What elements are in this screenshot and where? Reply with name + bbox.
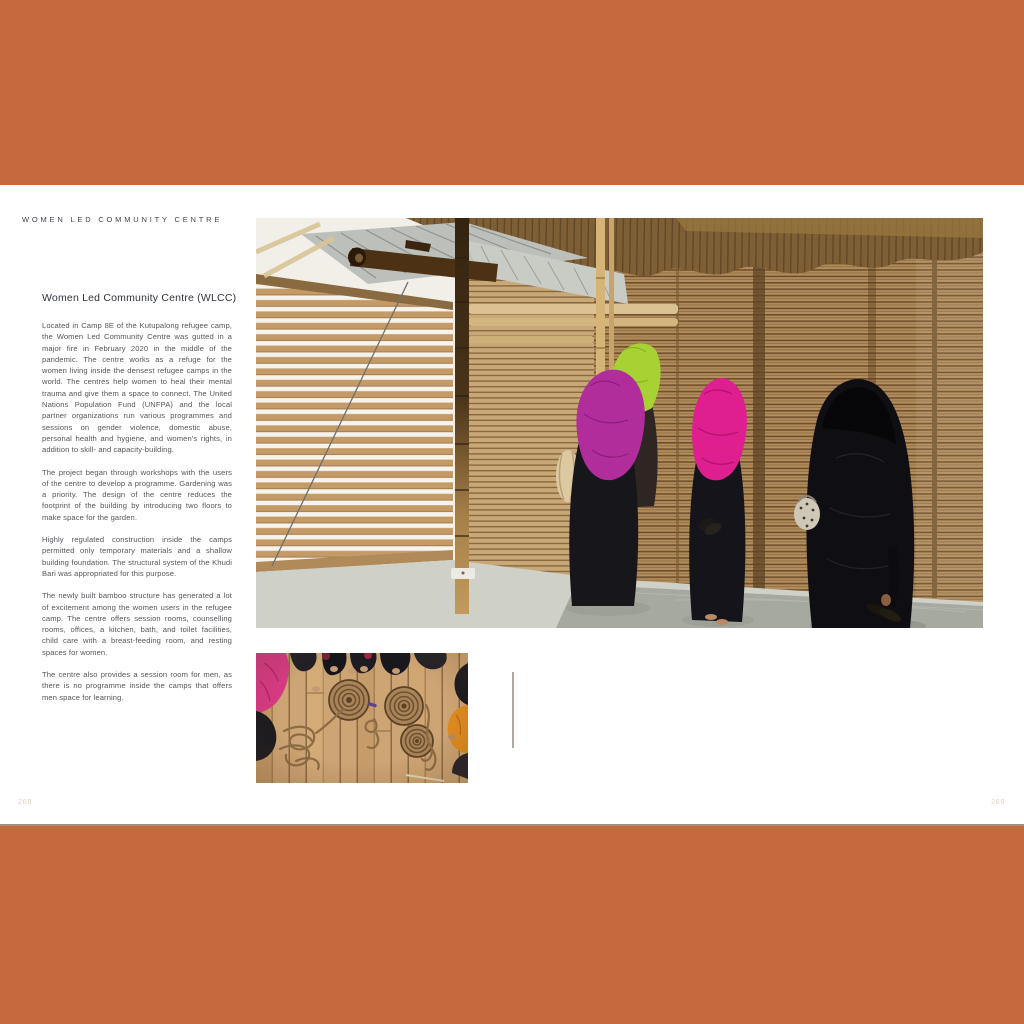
woman-pink-scarf <box>689 378 747 625</box>
vertical-divider <box>512 672 514 748</box>
running-header: WOMEN LED COMMUNITY CENTRE <box>22 215 223 224</box>
text-column <box>42 292 237 714</box>
article-title: Women Led Community Centre (WLCC) <box>42 292 237 304</box>
paragraph-3: Highly regulated construction inside the camps permitted only temporary materials and a shallow building foundation. The structural system of the Khudi Bari was appropriated for this purpose. <box>42 535 232 578</box>
small-photo <box>256 653 468 783</box>
photo-vignette <box>256 653 468 783</box>
woman-magenta-scarf <box>569 370 645 606</box>
paragraph-1: Located in Camp 8E of the Kutupalong refugee camp, the Women Led Community Centre was gutted in a major fire in February 2020 in the middle of the pandemic. The centre works as a refuge for the women living inside the densest refugee camps in the world. The centres help women to heal their mental trauma and give them a space to connect. The United Nations Population Fund (UNFPA) and the local partner organizations run various programmes and sessions on gender violence, domestic abuse, personal health and hygiene, and women's rights, in addition to skill- and capacity-building. <box>42 321 232 455</box>
top-band <box>0 0 1024 185</box>
paragraph-4: The newly built bamboo structure has generated a lot of excitement among the women users in the refugee camp. The centre offers session rooms, counselling rooms, offices, a kitchen, bath, and toilet facilities, child care with a breast-feeding room, and resting spaces for women. <box>42 591 232 657</box>
paragraph-5: The centre also provides a session room for men, as there is no programme inside the camps that offers men space for learning. <box>42 670 232 702</box>
left-slat-wall <box>256 274 453 572</box>
page-number-right: 269 <box>990 797 1005 806</box>
bottom-band <box>0 824 1024 1024</box>
main-photo <box>256 218 983 628</box>
paragraph-2: The project began through workshops with the users of the centre to develop a programme. Gardening was a priority. The design of the centre reduces the footprint of the building by introducing two floors to make space for the garden. <box>42 467 232 522</box>
page-number-left: 268 <box>18 797 33 806</box>
